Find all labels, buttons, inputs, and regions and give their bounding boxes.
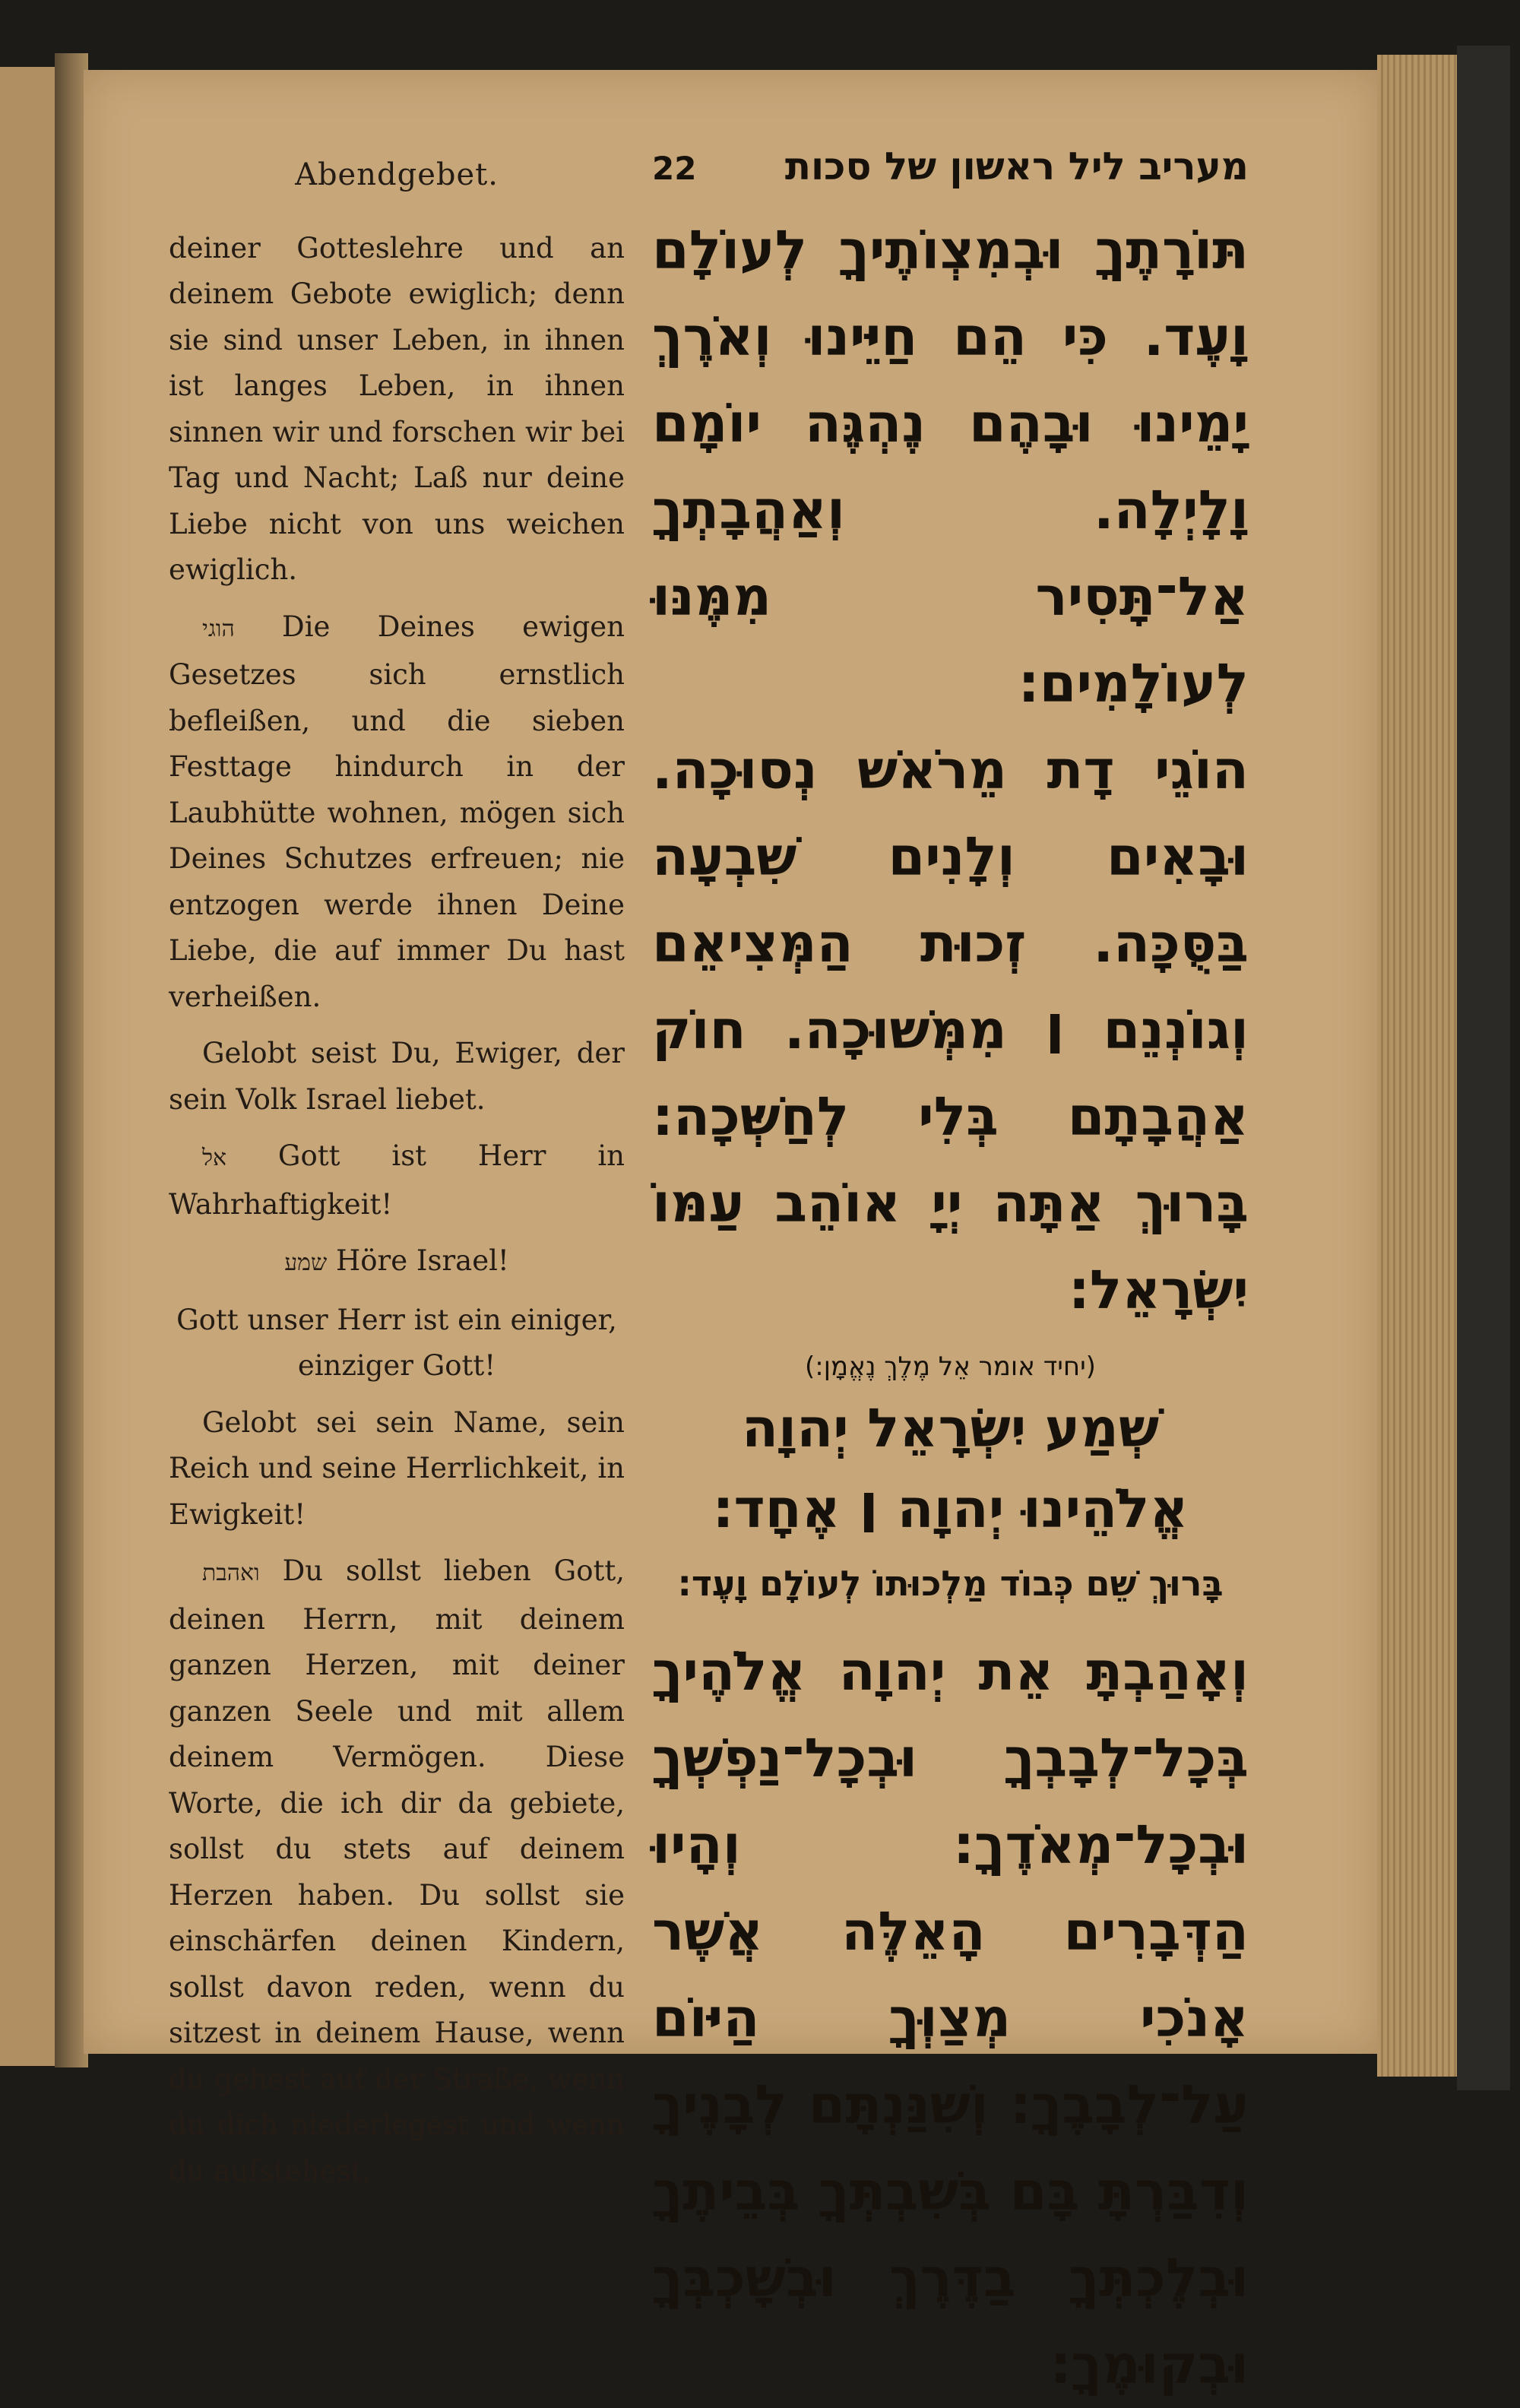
hebrew-veahavta: וְאָהַבְתָּ אֵת יְהוָה אֱלֹהֶיךָ בְּכָל־לְבָבְךָ וּבְכָל־נַפְשְׁךָ וּבְכָל־מְאֹדֶךָ: וְהָיוּ הַדְּבָרִים הָאֵלֶּה אֲשֶׁר אָנֹכִי מְצַוְּךָ הַיּוֹם עַל־לְבָבֶךָ: וְשִׁנַּנְתָּם לְבָנֶיךָ וְדִבַּרְתָּ בָּם בְּשִׁבְתְּךָ בְּבֵיתֶךָ וּבְלֶכְתְּךָ בַדֶּרֶךְ וּבְשָׁכְבְּךָ וּבְקוּמֶךָ: — [652, 1640, 1249, 2396]
german-paragraph-2 — [169, 604, 625, 1021]
german-paragraph-7: Gelobt sei sein Name, sein Reich und seine Herrlichkeit, in Ewigkeit! — [169, 1405, 625, 1531]
german-page-title: Abendgebet. — [295, 157, 499, 192]
german-paragraph-5-text: Höre Israel! — [335, 1244, 509, 1277]
hebrew-cue-word: שמע — [284, 1250, 328, 1276]
hebrew-cue-word: הוגי — [202, 615, 235, 642]
hebrew-column — [652, 144, 1249, 2408]
german-paragraph-1: deiner Gotteslehre und an deinem Gebote ewiglich; denn sie sind unser Leben, in ihnen ist langes Leben, in ihnen sinnen wir und forschen wir bei Tag und Nacht; Laß nur deine Liebe nicht von uns weichen ewiglich. — [169, 231, 625, 586]
german-paragraph-2-text: Die Deines ewigen Gesetzes sich ernstlich befleißen, und die sieben Festtage hindurch in der Laubhütte wohnen, mögen sich Deines Schutzes erfreuen; nie entzogen werde ihnen Deine Liebe, die auf immer Du hast verheißen. — [169, 610, 625, 1013]
hebrew-baruch-shem: בָּרוּךְ שֵׁם כְּבוֹד מַלְכוּתוֹ לְעוֹלָם וָעֶד: — [677, 1563, 1224, 1604]
hebrew-shema: שְׁמַע יִשְׂרָאֵל יְהוָה אֱלֹהֵינוּ יְהוָה ׀ אֶחָד: — [712, 1397, 1189, 1540]
page-number: 22 — [652, 150, 697, 187]
german-paragraph-3: Gelobt seist Du, Ewiger, der sein Volk Israel liebet. — [169, 1037, 625, 1116]
german-paragraph-4-text: Gott ist Herr in Wahrhaftigkeit! — [169, 1139, 625, 1221]
left-page-edge — [0, 67, 58, 2066]
german-paragraph-4 — [169, 1133, 625, 1228]
german-column — [169, 152, 625, 2194]
hebrew-running-header — [652, 144, 1249, 189]
german-paragraph-5 — [169, 1238, 625, 1287]
hebrew-paragraph-1: תּוֹרָתֶךָ וּבְמִצְוֹתֶיךָ לְעוֹלָם וָעֶד. כִּי הֵם חַיֵּינוּ וְאֹרֶךְ יָמֵינוּ וּבָהֶם נֶהְגֶּה יוֹמָם וָלָיְלָה. וְאַהֲבָתְךָ אַל־תָּסִיר מִמֶּנּוּ לְעוֹלָמִים: — [652, 219, 1249, 714]
german-paragraph-8 — [169, 1548, 625, 2194]
german-paragraph-6: Gott unser Herr ist ein einiger, einziger Gott! — [176, 1303, 617, 1382]
page-edges — [1377, 55, 1461, 2077]
hebrew-instruction: (יחיד אומר אֵל מֶלֶךְ נֶאֱמָן:) — [805, 1351, 1096, 1382]
hebrew-paragraph-2: הוֹגֵי דָת מֵרֹאשׁ נְסוּכָה. וּבָאִים וְלָנִים שִׁבְעָה בַּסֻּכָּה. זְכוּת הַמְּצִיאֵם וְגוֹנְנֵם ׀ מִמְּשׁוּכָה. חוֹק אַהֲבָתָם בְּלִי לְחַשְּׁכָה: בָּרוּךְ אַתָּה יְיָ אוֹהֵב עַמּוֹ יִשְׂרָאֵל: — [652, 739, 1249, 1321]
hebrew-cue-word: אל — [202, 1145, 227, 1171]
hebrew-cue-word: ואהבת — [202, 1560, 260, 1586]
hebrew-header-title: מעריב ליל ראשון של סכות — [784, 144, 1249, 189]
german-paragraph-8-text: Du sollst lieben Gott, deinen Herrn, mit deinem ganzen Herzen, mit deiner ganzen Seele und mit allem deinem Vermögen. Diese Worte, die ich dir da gebiete, sollst du stets auf deinem Herzen haben. Du sollst sie einschärfen deinen Kindern, sollst davon reden, wenn du sitzest in deinem Hause, wenn du gehest auf der Straße, wenn du dich niederlegest und wenn du aufstehest. — [169, 1554, 625, 2188]
book-cover-edge — [1457, 46, 1510, 2090]
